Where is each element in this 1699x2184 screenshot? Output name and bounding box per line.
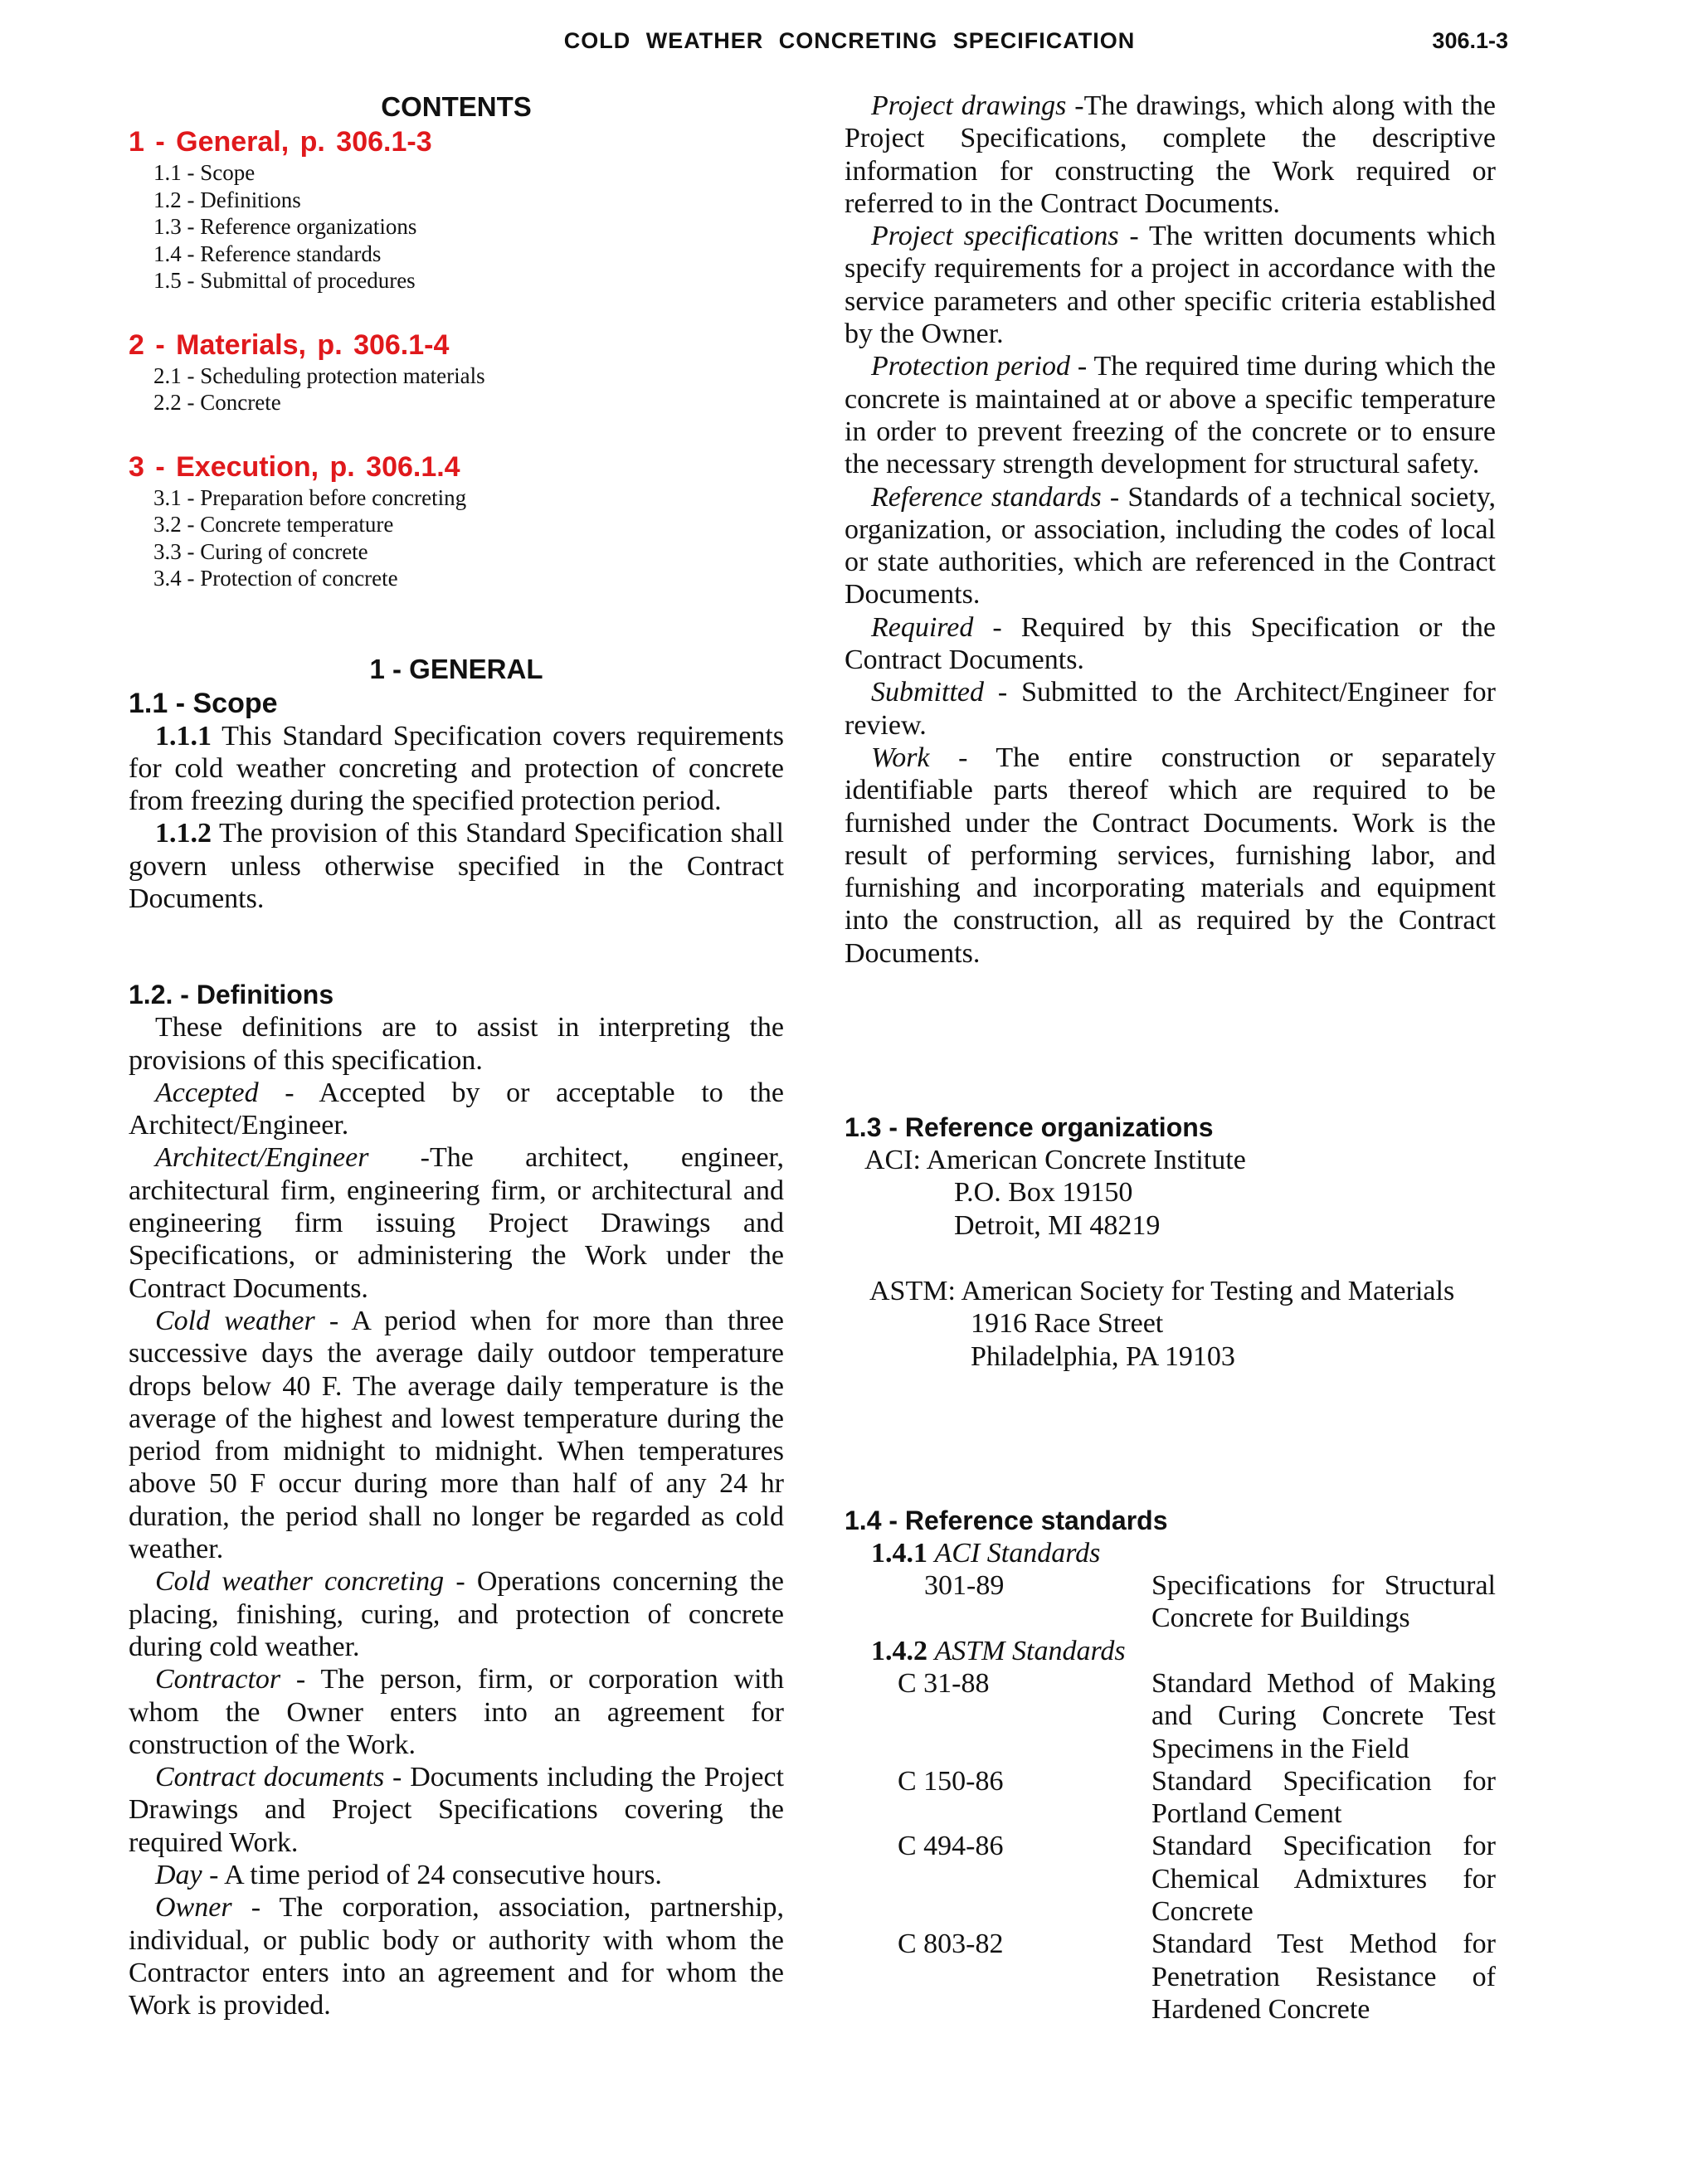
left-column — [129, 90, 784, 2021]
standard-row — [845, 1667, 1496, 1765]
definition-text: - Accepted by or acceptable to the Architect/Engineer. — [129, 1077, 784, 1141]
definition-term: Protection period — [871, 351, 1070, 382]
standard-row — [845, 1928, 1496, 2026]
toc-section-execution[interactable]: 3 - Execution, p. 306.1.4 — [129, 450, 460, 483]
definition-entry — [845, 611, 1496, 677]
table-of-contents — [129, 90, 784, 592]
definition-entry — [845, 481, 1496, 611]
definition-entry — [845, 676, 1496, 742]
definition-text: -The architect, engineer, architectural firm, engineering firm, or architectural and engineering firm issuing Project Drawings and Specifications, or administering the Work under the Contract Documents. — [129, 1142, 784, 1304]
standard-code: C 494-86 — [898, 1831, 1004, 1862]
organization-address: Detroit, MI 48219 — [954, 1209, 1161, 1241]
standard-description: Standard Test Method for Penetration Resistance of Hardened Concrete — [1151, 1929, 1496, 2025]
definition-entry — [845, 350, 1496, 480]
definition-entry — [845, 90, 1496, 220]
definitions-heading: 1.2. - Definitions — [129, 980, 334, 1010]
definition-entry — [129, 1077, 784, 1142]
definition-text: - The written documents which specify requirements for a project in accordance with the service parameters and other specific criteria established by the Owner. — [845, 221, 1496, 350]
clause-number: 1.1.1 — [155, 720, 212, 752]
toc-item[interactable]: 3.1 - Preparation before concreting — [153, 484, 467, 510]
page-number: 306.1-3 — [1432, 28, 1508, 53]
standard-description: Standard Specification for Chemical Admixtures for Concrete — [1151, 1831, 1496, 1928]
contents-title: CONTENTS — [381, 91, 532, 122]
clause-number: 1.1.2 — [155, 818, 212, 849]
toc-item[interactable]: 1.5 - Submittal of procedures — [153, 268, 416, 293]
definition-text: - The corporation, association, partnership, individual, or public body or authority with whom the Contractor enters into an agreement and for whom the Work is provided. — [129, 1892, 784, 2021]
definition-text: - The entire construction or separately identifiable parts thereof which are required to be furnished under the Contract Documents. Work is the result of performing services, furnishing labor, and furnishing and incorporating materials and equipment into the construction, all as required by the Contract Documents. — [845, 742, 1496, 969]
definition-text: - A period when for more than three successive days the average daily outdoor temperature drops below 40 F. The average daily temperature is the average of the highest and lowest temperature during the period from midnight to midnight. When temperatures above 50 F occur during more than half of any 24 hr duration, the period shall no longer be regarded as cold weather. — [129, 1305, 784, 1565]
toc-item[interactable]: 1.2 - Definitions — [153, 187, 301, 212]
standard-description: Specifications for Structural Concrete for Buildings — [1151, 1570, 1496, 1634]
page-header — [0, 28, 1699, 61]
standards-heading: 1.4 - Reference standards — [845, 1505, 1168, 1535]
definition-text: - Documents including the Project Drawings and Project Specifications covering the required Work. — [129, 1762, 784, 1858]
organization-address: Philadelphia, PA 19103 — [971, 1340, 1235, 1372]
definition-term: Owner — [155, 1892, 232, 1924]
definition-term: Contractor — [155, 1664, 281, 1695]
definition-text: - Submitted to the Architect/Engineer for review. — [845, 677, 1496, 741]
toc-item[interactable]: 2.2 - Concrete — [153, 390, 281, 415]
definition-term: Project specifications — [871, 221, 1119, 252]
toc-section-general[interactable]: 1 - General, p. 306.1-3 — [129, 126, 432, 158]
definition-term: Reference standards — [871, 481, 1102, 513]
definition-text: - Required by this Specification or the Contract Documents. — [845, 611, 1496, 676]
definition-text: - Standards of a technical society, organization, or association, including the codes of local or state authorities, which are referenced in the Contract Documents. — [845, 481, 1496, 610]
organization-astm — [869, 1275, 1496, 1373]
scope-paragraph — [129, 817, 784, 915]
toc-item[interactable]: 1.3 - Reference organizations — [153, 214, 417, 239]
clause-text: The provision of this Standard Specification shall govern unless otherwise specified in the Contract Documents. — [129, 818, 784, 914]
organization-address: 1916 Race Street — [971, 1308, 1164, 1340]
toc-item[interactable]: 1.1 - Scope — [153, 160, 256, 185]
clause-number: 1.4.1 — [871, 1537, 927, 1569]
definition-text: - The required time during which the concrete is maintained at or above a specific temperature in order to prevent freezing of the concrete or to ensure the necessary strength development for structural safety. — [845, 351, 1497, 480]
standard-code: C 150-86 — [898, 1765, 1004, 1797]
standards-group-label: ASTM Standards — [934, 1635, 1126, 1666]
toc-list — [153, 362, 784, 416]
definition-term: Submitted — [871, 677, 984, 708]
toc-item[interactable]: 3.2 - Concrete temperature — [153, 512, 394, 537]
definition-entry — [129, 1663, 784, 1761]
right-column — [845, 90, 1496, 2026]
definition-entry — [129, 1141, 784, 1304]
standard-row — [845, 1830, 1496, 1928]
toc-item[interactable]: 2.1 - Scheduling protection materials — [153, 362, 485, 388]
definition-term: Contract documents — [155, 1762, 385, 1793]
organization-name: ACI: American Concrete Institute — [864, 1145, 1246, 1176]
definition-term: Required — [871, 611, 974, 643]
standard-code: C 31-88 — [898, 1667, 990, 1699]
definition-entry — [129, 1565, 784, 1663]
definition-entry — [129, 1305, 784, 1565]
definition-term: Work — [871, 742, 930, 773]
toc-item[interactable]: 1.4 - Reference standards — [153, 241, 382, 266]
definition-entry — [129, 1891, 784, 2021]
definition-term: Cold weather — [155, 1305, 315, 1336]
toc-item[interactable]: 3.4 - Protection of concrete — [153, 566, 398, 591]
toc-item[interactable]: 3.3 - Curing of concrete — [153, 538, 368, 564]
clause-text: This Standard Specification covers requirements for cold weather concreting and protection of concrete from freezing during the specified protection period. — [129, 720, 784, 817]
definition-entry — [845, 220, 1496, 350]
definitions-intro: These definitions are to assist in interpreting the provisions of this specification. — [129, 1012, 784, 1076]
definition-term: Cold weather concreting — [155, 1566, 445, 1598]
standard-description: Standard Specification for Portland Cement — [1151, 1765, 1496, 1830]
scope-heading: 1.1 - Scope — [129, 687, 278, 719]
definition-term: Accepted — [155, 1077, 259, 1108]
organizations-heading: 1.3 - Reference organizations — [845, 1112, 1214, 1143]
standard-row — [845, 1569, 1496, 1635]
definition-entry — [129, 1761, 784, 1859]
definition-term: Project drawings — [871, 90, 1067, 121]
definition-term: Day — [155, 1860, 202, 1890]
definition-text: -The drawings, which along with the Project Specifications, complete the descriptive information for constructing the Work required or referred to in the Contract Documents. — [845, 90, 1497, 219]
definition-entry — [129, 1859, 784, 1891]
standards-group-astm — [871, 1635, 1496, 1667]
standard-row — [845, 1765, 1496, 1831]
standard-code: C 803-82 — [898, 1929, 1004, 1960]
organization-address: P.O. Box 19150 — [954, 1177, 1133, 1209]
running-title: COLD WEATHER CONCRETING SPECIFICATION — [563, 28, 1136, 53]
organization-aci — [864, 1144, 1496, 1242]
toc-list — [153, 484, 784, 592]
standards-group-label: ACI Standards — [934, 1537, 1101, 1569]
toc-section-materials[interactable]: 2 - Materials, p. 306.1-4 — [129, 328, 450, 361]
clause-number: 1.4.2 — [871, 1635, 927, 1666]
definition-term: Architect/Engineer — [155, 1142, 369, 1174]
definition-text: - Operations concerning the placing, finishing, curing, and protection of concrete during cold weather. — [129, 1566, 784, 1662]
scope-paragraph — [129, 720, 784, 818]
definition-text: - The person, firm, or corporation with whom the Owner enters into an agreement for construction of the Work. — [129, 1664, 784, 1760]
definition-text: - A time period of 24 consecutive hours. — [202, 1860, 662, 1890]
organization-name: ASTM: American Society for Testing and Materials — [869, 1275, 1455, 1306]
section-title-general: 1 - GENERAL — [369, 653, 543, 684]
standard-description: Standard Method of Making and Curing Concrete Test Specimens in the Field — [1151, 1667, 1496, 1764]
standards-group-aci — [871, 1537, 1496, 1569]
toc-list — [153, 159, 784, 294]
standard-code: 301-89 — [924, 1570, 1005, 1602]
definition-entry — [845, 742, 1496, 970]
